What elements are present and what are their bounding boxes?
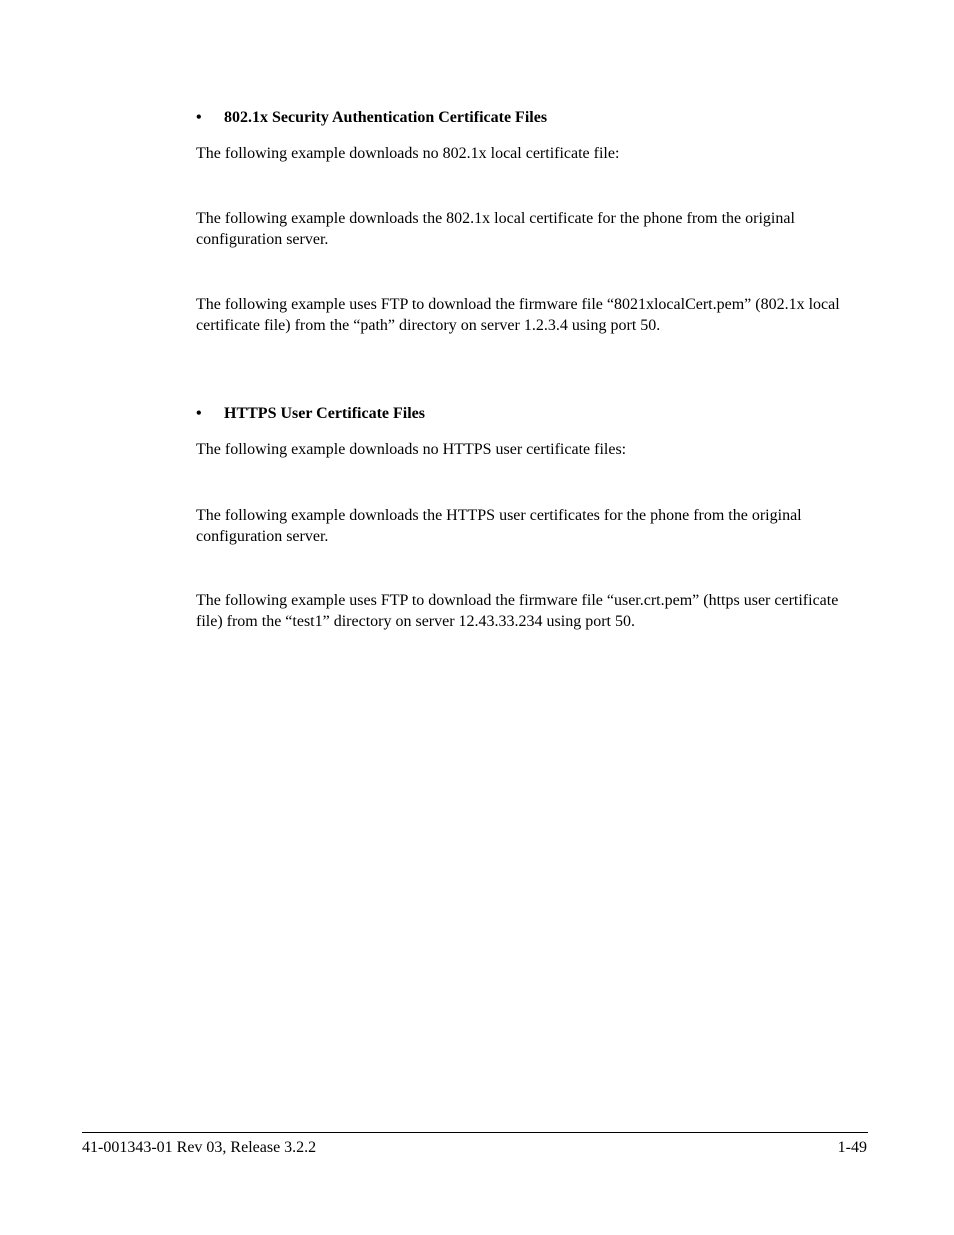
paragraph: The following example uses FTP to download the firmware file “user.crt.pem” (https user certificate file) from the “test1” directory on server 12.43.33.234 using port 50.: [196, 592, 839, 630]
paragraph: The following example downloads no HTTPS user certificate files:: [196, 441, 627, 458]
paragraph: The following example downloads the 802.1x local certificate for the phone from the original configuration server.: [196, 210, 795, 248]
footer-page-number: 1-49: [837, 1139, 867, 1156]
bullet-icon: •: [196, 405, 202, 422]
paragraph: The following example downloads the HTTPS user certificates for the phone from the original configuration server.: [196, 507, 802, 545]
footer-document-id: 41-001343-01 Rev 03, Release 3.2.2: [82, 1139, 317, 1156]
bullet-icon: •: [196, 109, 202, 126]
section-heading-text: 802.1x Security Authentication Certificate Files: [224, 109, 548, 126]
section-heading-https: [196, 404, 425, 424]
paragraph: The following example downloads no 802.1x local certificate file:: [196, 145, 620, 162]
paragraph: The following example uses FTP to download the firmware file “8021xlocalCert.pem” (802.1x local certificate file) from the “path” directory on server 1.2.3.4 using port 50.: [196, 296, 840, 334]
section-heading-text: HTTPS User Certificate Files: [224, 405, 425, 422]
footer-divider: [82, 1132, 868, 1133]
section-heading-8021x: [196, 108, 547, 128]
